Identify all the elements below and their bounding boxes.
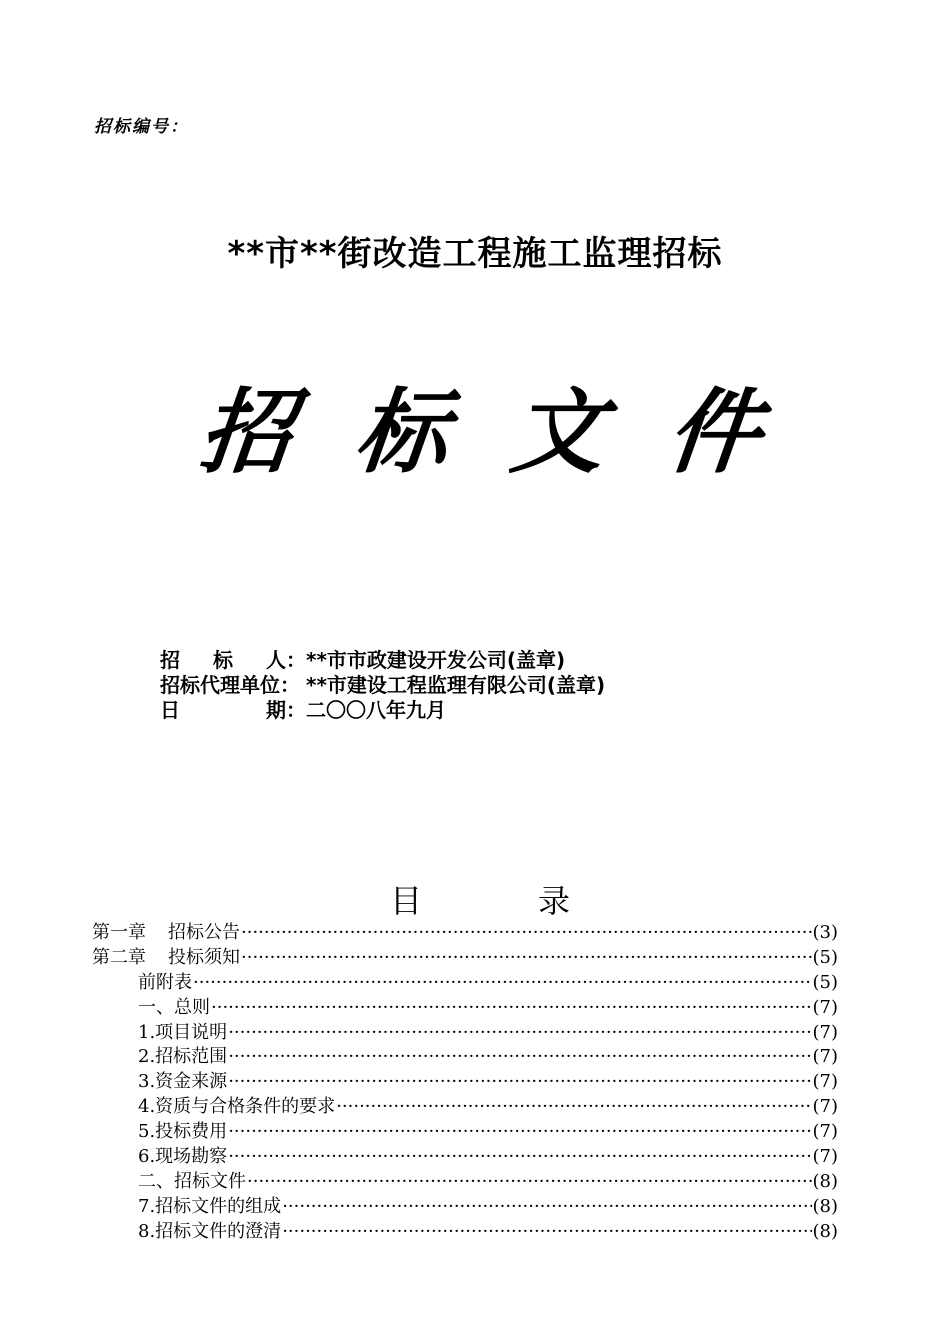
project-title: **市**街改造工程施工监理招标 bbox=[227, 234, 723, 274]
toc-entry-leader bbox=[228, 1120, 811, 1145]
toc-entry-leader bbox=[241, 921, 812, 946]
toc-entry-title: 3.资金来源 bbox=[138, 1071, 228, 1093]
bid-number-label: 招标编号： bbox=[94, 117, 189, 137]
agent-label: 招标代理单位： bbox=[160, 673, 300, 697]
toc-entry-title: 前附表 bbox=[138, 971, 192, 993]
toc-entry-title: 1.项目说明 bbox=[138, 1021, 228, 1043]
tenderer-label bbox=[160, 648, 306, 673]
toc-entry-page: (8) bbox=[812, 1220, 838, 1242]
toc-heading bbox=[390, 876, 570, 922]
toc-entry-title: 投标须知 bbox=[168, 946, 240, 968]
toc-entry[interactable] bbox=[92, 1220, 838, 1245]
table-of-contents bbox=[92, 921, 838, 1245]
toc-entry[interactable] bbox=[92, 1120, 838, 1145]
document-title-char: 招 bbox=[194, 379, 298, 486]
date-label-part: 日 bbox=[160, 698, 180, 722]
toc-entry[interactable] bbox=[92, 971, 838, 996]
toc-entry-title: 一、总则 bbox=[138, 996, 210, 1018]
tenderer-label-part: 标 bbox=[213, 648, 233, 672]
toc-entry-page: (7) bbox=[812, 1021, 838, 1043]
toc-entry-page: (3) bbox=[812, 922, 838, 943]
toc-entry-page: (7) bbox=[812, 1121, 838, 1143]
agent-value: **市建设工程监理有限公司(盖章) bbox=[306, 673, 606, 697]
toc-entry-leader bbox=[228, 1145, 811, 1170]
toc-entry-page: (7) bbox=[812, 1146, 838, 1168]
tender-info bbox=[160, 648, 605, 723]
toc-entry-page: (7) bbox=[812, 1096, 838, 1118]
toc-entry-page: (7) bbox=[812, 996, 838, 1018]
agent-row bbox=[160, 673, 605, 698]
toc-entry-leader bbox=[228, 1045, 811, 1070]
document-title-char: 件 bbox=[662, 379, 766, 486]
toc-entry-leader bbox=[228, 1021, 811, 1046]
toc-entry-leader bbox=[282, 1195, 811, 1220]
toc-entry-leader bbox=[241, 946, 812, 971]
toc-entry-page: (5) bbox=[812, 946, 838, 968]
toc-entry-title: 二、招标文件 bbox=[138, 1170, 246, 1192]
toc-entry-page: (5) bbox=[812, 971, 838, 993]
toc-entry[interactable] bbox=[92, 1070, 838, 1095]
toc-entry-page: (7) bbox=[812, 1071, 838, 1093]
tenderer-row bbox=[160, 648, 605, 673]
toc-entry-leader bbox=[228, 1070, 811, 1095]
toc-entry[interactable] bbox=[92, 1145, 838, 1170]
toc-entry-title: 4.资质与合格条件的要求 bbox=[138, 1096, 336, 1118]
toc-entry-title: 6.现场勘察 bbox=[138, 1146, 228, 1168]
toc-entry-chapter: 第二章 bbox=[92, 946, 146, 968]
toc-entry-page: (7) bbox=[812, 1046, 838, 1068]
document-title-char: 标 bbox=[350, 379, 454, 486]
tenderer-label-part: 招 bbox=[160, 648, 180, 672]
tenderer-label-part: 人： bbox=[266, 648, 306, 672]
toc-entry[interactable] bbox=[92, 946, 838, 971]
toc-entry[interactable] bbox=[92, 1045, 838, 1070]
toc-entry-chapter: 第一章 bbox=[92, 922, 146, 943]
toc-entry[interactable] bbox=[92, 1021, 838, 1046]
date-label-part: 期： bbox=[266, 698, 306, 722]
toc-entry-page: (8) bbox=[812, 1170, 838, 1192]
toc-entry-leader bbox=[282, 1220, 811, 1245]
toc-heading-char: 录 bbox=[537, 882, 570, 920]
toc-entry[interactable] bbox=[92, 921, 838, 946]
date-label bbox=[160, 698, 306, 723]
toc-entry-title: 5.投标费用 bbox=[138, 1121, 228, 1143]
date-row bbox=[160, 698, 605, 723]
toc-entry-leader bbox=[193, 971, 812, 996]
toc-entry[interactable] bbox=[92, 1195, 838, 1220]
toc-entry-title: 8.招标文件的澄清 bbox=[138, 1220, 282, 1242]
toc-entry-leader bbox=[211, 996, 812, 1021]
toc-entry[interactable] bbox=[92, 1170, 838, 1195]
toc-entry-title: 2.招标范围 bbox=[138, 1046, 228, 1068]
toc-entry-title: 7.招标文件的组成 bbox=[138, 1195, 282, 1217]
toc-entry-leader bbox=[336, 1095, 811, 1120]
date-value: 二〇〇八年九月 bbox=[306, 698, 446, 722]
toc-entry-title: 招标公告 bbox=[168, 922, 240, 943]
toc-entry[interactable] bbox=[92, 996, 838, 1021]
document-title-char: 文 bbox=[506, 379, 610, 486]
tenderer-value: **市市政建设开发公司(盖章) bbox=[306, 648, 566, 672]
toc-entry-leader bbox=[247, 1170, 812, 1195]
toc-entry[interactable] bbox=[92, 1095, 838, 1120]
toc-heading-char: 目 bbox=[390, 882, 423, 920]
document-title bbox=[194, 378, 766, 488]
toc-entry-page: (8) bbox=[812, 1195, 838, 1217]
